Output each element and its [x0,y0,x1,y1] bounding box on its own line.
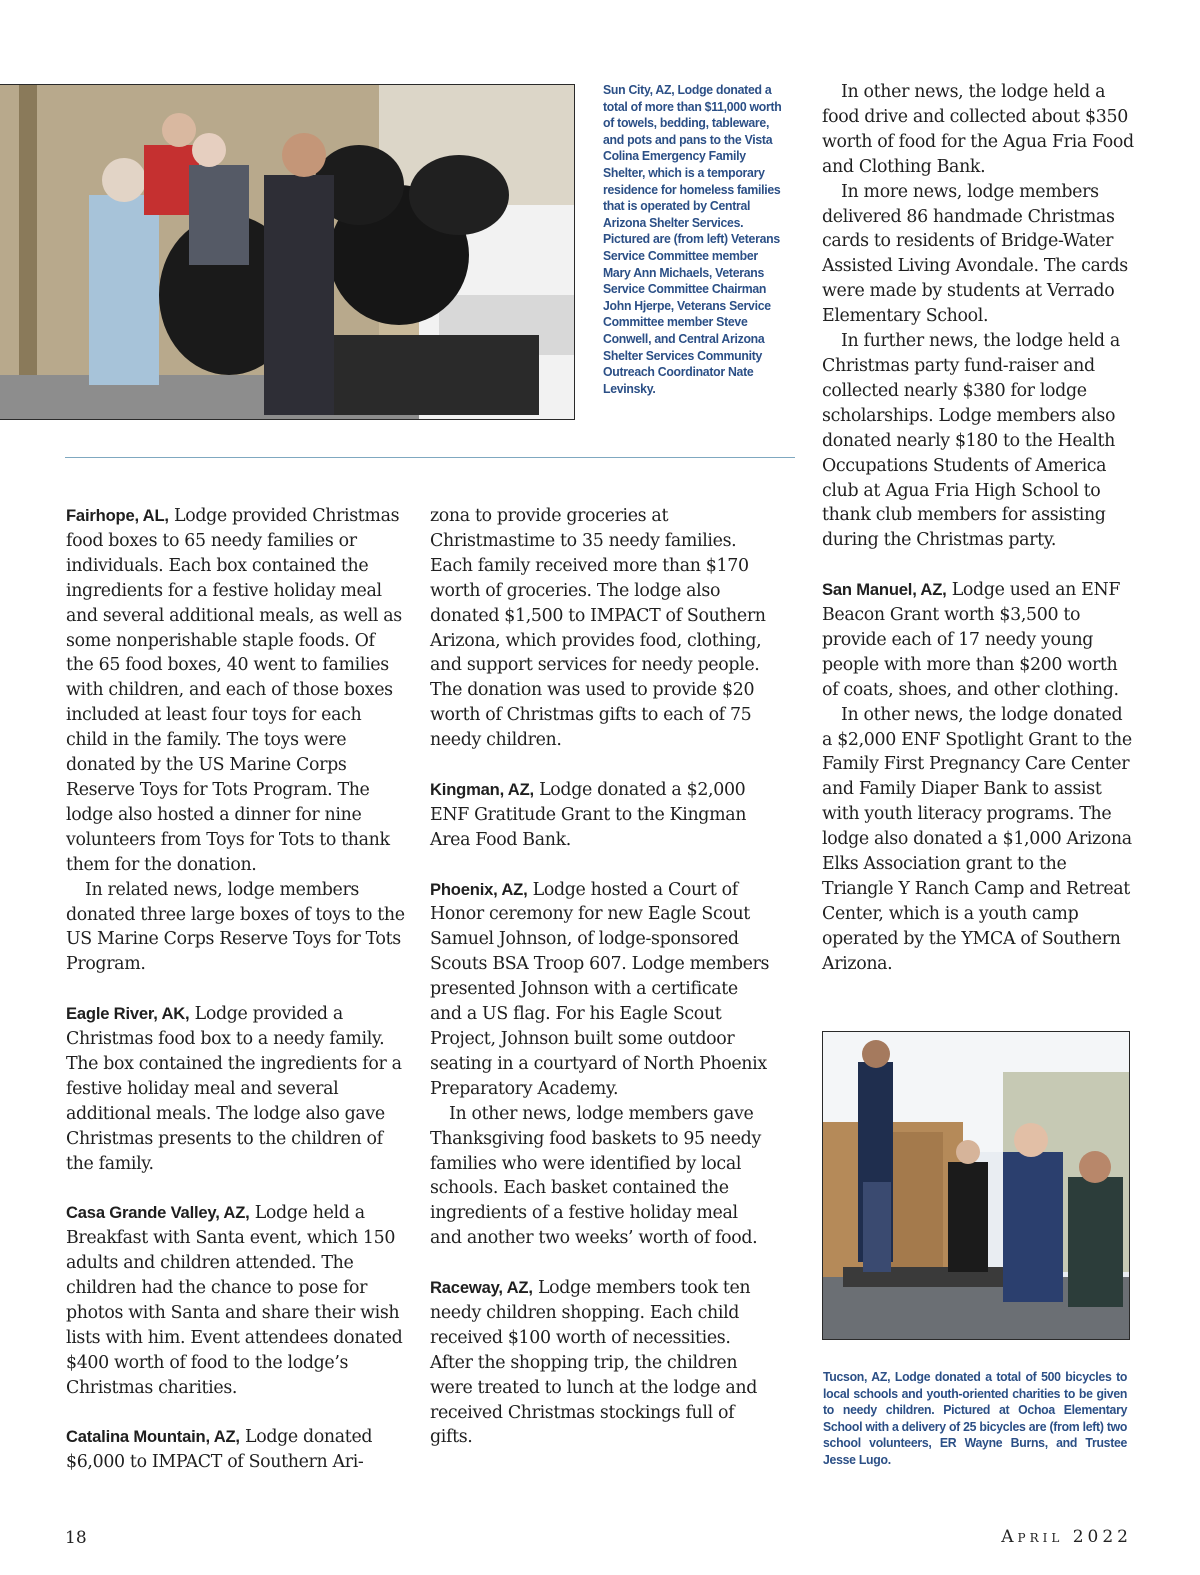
caption-place: Sun City, AZ, [603,82,675,97]
fairhope-text: Lodge provided Christmas food boxes to 65 needy families or individuals. Each box contained the ingredients for a festive holiday meal and several additional meals, as well as some nonperishable staple foods. Of the 65 food boxes, 40 went to families with children, and each of those boxes included at least four toys for each child in the family. The toys were donated by the US Marine Corps Reserve Toys for Tots Program. The lodge also hosted a dinner for nine volunteers from Toys for Tots to thank them for the donation. [66,506,402,875]
raceway-text: Lodge members took ten needy children shopping. Each child received $100 worth of necessities. After the shopping trip, the children were treated to lunch at the lodge and received Christmas stockings full of gifts. [430,1278,758,1448]
san-manuel-paragraph-2: In other news, the lodge donated a $2,000 ENF Spotlight Grant to the Family First Pregnancy Care Center and Family Diaper Bank to assist with youth literacy programs. The lodge also donated a $1,000 Arizona Elks Association grant to the Triangle Y Ranch Camp and Retreat Center, which is a youth camp operated by the YMCA of Southern Arizona. [822,704,1132,974]
san-manuel-text: Lodge used an ENF Beacon Grant worth $3,500 to provide each of 17 needy young people with more than $200 worth of coats, shoes, and other clothing. [822,580,1121,700]
fairhope-paragraph [66,504,406,878]
sun-city-paragraph-1: In other news, the lodge held a food drive and collected about $350 worth of food for the Agua Fria Food and Clothing Bank. [822,82,1134,177]
catalina-text: Lodge donated $6,000 to IMPACT of Southern Ari- [66,1427,373,1473]
phoenix-lead: Phoenix, AZ, [430,879,528,899]
catalina-lead: Catalina Mountain, AZ, [66,1427,240,1447]
sun-city-paragraph-3: In further news, the lodge held a Christmas party fund-raiser and collected nearly $380 for lodge scholarships. Lodge members also donated nearly $180 to the Health Occupations Students of America club at Agua Fria High School to thank club members for assisting during the Christmas party. [822,331,1120,551]
san-manuel-lead: San Manuel, AZ, [822,580,947,600]
caption-text: Lodge donated a total of 500 bicycles to local schools and youth-oriented charities to be given to needy children. Pictured at Ochoa Elementary School with a delivery of 25 bicycles are (from left) two school volunteers, ER Wayne Burns, and Trustee Jesse Lugo. [823,1369,1128,1467]
page-number: 18 [65,1528,87,1548]
eagle-river-text: Lodge provided a Christmas food box to a needy family. The box contained the ingredients for a festive holiday meal and several additional meals. The lodge also gave Christmas presents to the children of the family. [66,1004,402,1174]
phoenix-paragraph-2: In other news, lodge members gave Thanksgiving food baskets to 95 needy families who were identified by local schools. Each basket contained the ingredients of a festive holiday meal and another two weeks’ worth of food. [430,1103,761,1249]
issue-date: April 2022 [1001,1527,1132,1547]
phoenix-text: Lodge hosted a Court of Honor ceremony for new Eagle Scout Samuel Johnson, of lodge-sponsored Scouts BSA Troop 607. Lodge members presented Johnson with a certificate and a US flag. For his Eagle Scout Project, Johnson built some outdoor seating in a courtyard of North Phoenix Preparatory Academy. [430,879,770,1099]
sun-city-caption [603,82,787,397]
casa-grande-lead: Casa Grande Valley, AZ, [66,1203,250,1223]
tucson-photo [822,1031,1130,1340]
sun-city-paragraph-2: In more news, lodge members delivered 86 handmade Christmas cards to residents of Bridge-Water Assisted Living Avondale. The cards were made by students at Verrado Elementary School. [822,181,1128,327]
san-manuel-paragraph [822,578,1134,703]
kingman-lead: Kingman, AZ, [430,779,534,799]
raceway-lead: Raceway, AZ, [430,1278,533,1298]
kingman-text: Lodge donated a $2,000 ENF Gratitude Grant to the Kingman Area Food Bank. [430,779,747,850]
column-1 [66,504,406,1475]
kingman-paragraph [430,778,770,853]
catalina-continued: zona to provide groceries at Christmastime to 35 needy families. Each family received more than $170 worth of groceries. The lodge also donated $1,500 to IMPACT of Southern Arizona, which provides food, clothing, and support services for needy people. The donation was used to provide $20 worth of Christmas gifts to each of 75 needy children. [430,506,766,751]
casa-grande-paragraph [66,1201,406,1400]
eagle-river-lead: Eagle River, AK, [66,1004,190,1024]
section-divider [65,457,795,458]
fairhope-paragraph-2: In related news, lodge members donated three large boxes of toys to the US Marine Corps Reserve Toys for Tots Program. [66,879,405,975]
caption-text: Lodge donated a total of more than $11,000 worth of towels, bedding, tableware, and pots and pans to the Vista Colina Emergency Family Shelter, which is a temporary residence for homeless families that is operated by Central Arizona Shelter Services. Pictured are (from left) Veterans Service Committee member Mary Ann Michaels, Veterans Service Committee Chairman John Hjerpe, Veterans Service Committee member Steve Conwell, and Central Arizona Shelter Services Community Outreach Coordinator Nate Levinsky. [603,82,782,396]
tucson-caption [823,1369,1127,1469]
eagle-river-paragraph [66,1002,406,1176]
column-3 [822,80,1134,977]
casa-grande-text: Lodge held a Breakfast with Santa event, which 150 adults and children attended. The children had the chance to pose for photos with Santa and share their wish lists with him. Event attendees donated $400 worth of food to the lodge’s Christmas charities. [66,1203,403,1398]
phoenix-paragraph [430,878,770,1102]
raceway-paragraph [430,1276,770,1450]
catalina-paragraph [66,1425,406,1475]
sun-city-photo [0,84,575,420]
column-2 [430,504,770,1450]
fairhope-lead: Fairhope, AL, [66,506,169,525]
caption-place: Tucson, AZ, [823,1369,891,1384]
